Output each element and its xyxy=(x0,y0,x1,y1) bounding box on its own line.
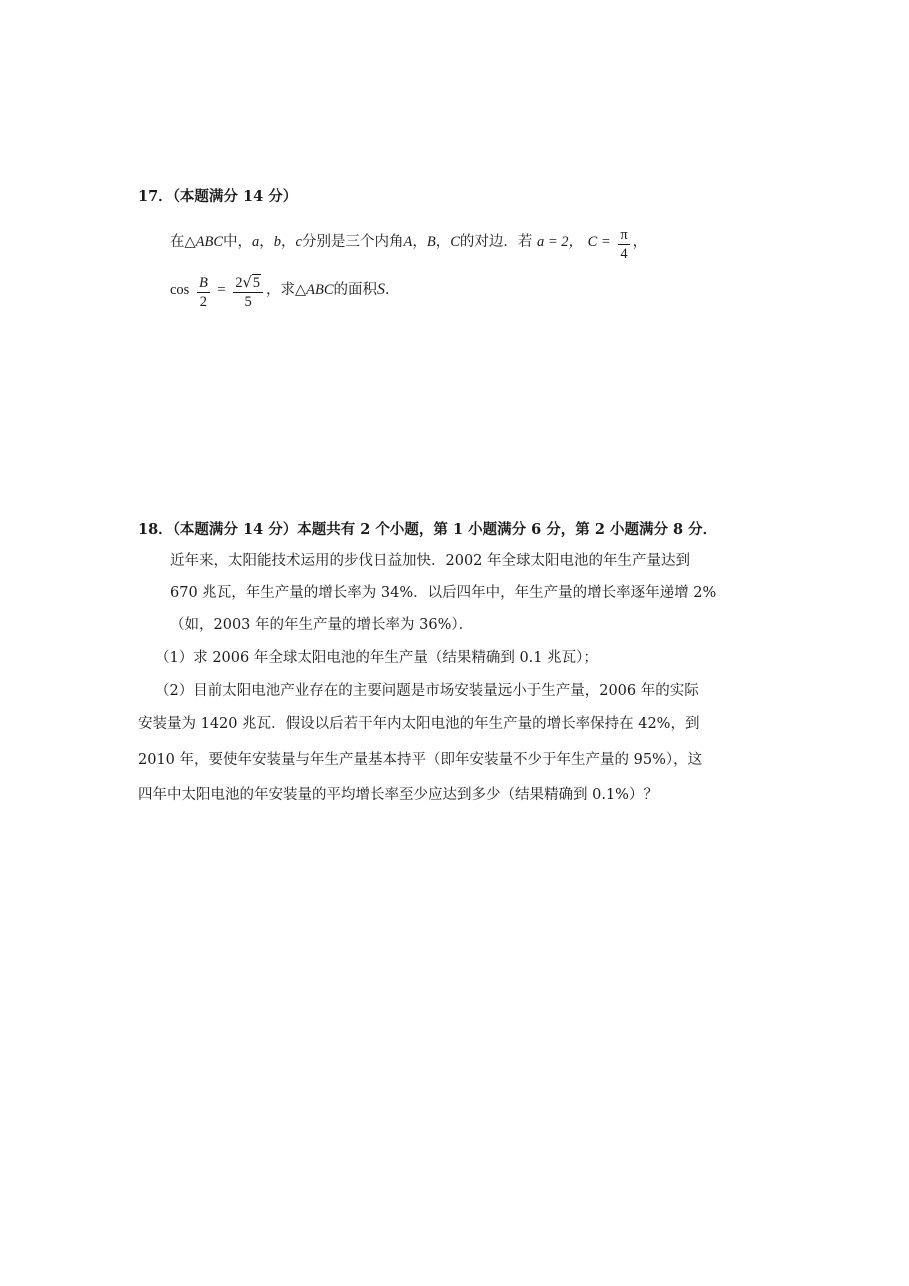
problem-17-heading xyxy=(138,187,297,207)
problem-18-line-2: 670 兆瓦，年生产量的增长率为 34%．以后四年中，年生产量的增长率逐年递增 2% xyxy=(170,585,717,601)
sqrt-symbol: √5 xyxy=(242,275,260,291)
problem-17-statement-line-2: cos $\frac{B}{2}$ = $\frac{2√5}{5}$ ，求△ABC的面积S． xyxy=(170,275,400,310)
triangle-symbol: △ xyxy=(184,234,196,250)
fraction-b-over-2: $\frac{B}{2}$ xyxy=(198,275,208,310)
problem-18-line-1: 近年来，太阳能技术运用的步伐日益加快．2002 年全球太阳电池的年生产量达到 xyxy=(170,553,691,569)
problem-18-heading xyxy=(138,520,717,540)
problem-18-part-1: （1）求 2006 年全球太阳电池的年生产量（结果精确到 0.1 兆瓦）； xyxy=(155,650,598,666)
fraction-pi-over-4: $\frac{\pi}{4}$ xyxy=(620,227,628,262)
problem-18-line-3: （如，2003 年的年生产量的增长率为 36%）． xyxy=(170,617,474,633)
problem-17-statement-line-1: 在△ABC中，a，b，c分别是三个内角A，B，C的对边．若 a = 2， C = $\frac{\pi}{4}$ ， xyxy=(170,227,648,262)
condition-a: a = 2， xyxy=(536,234,584,250)
problem-18-part-2-line-2: 安装量为 1420 兆瓦．假设以后若干年内太阳电池的年生产量的增长率保持在 42%，到 xyxy=(138,716,700,732)
problem-18-part-2-line-3: 2010 年，要使年安装量与年生产量基本持平（即年安装量不少于年生产量的 95%），这 xyxy=(138,752,703,768)
cos-function: cos xyxy=(170,282,190,298)
fraction-2-sqrt5-over-5: $\frac{2√5}{5}$ xyxy=(233,274,263,311)
condition-c: C = xyxy=(587,234,611,250)
problem-18-score: （本题满分 14 分）本题共有 2 个小题，第 1 小题满分 6 分，第 2 小题满分 8 分． xyxy=(172,521,718,538)
area-symbol: S xyxy=(377,281,386,298)
problem-18-part-2-line-4: 四年中太阳电池的年安装量的平均增长率至少应达到多少（结果精确到 0.1%）？ xyxy=(138,787,658,803)
problem-18-part-2-line-1: （2）目前太阳电池产业存在的主要问题是市场安装量远小于生产量，2006 年的实际 xyxy=(155,683,699,699)
problem-18-number: 18． xyxy=(138,521,173,538)
problem-17-number: 17． xyxy=(138,188,173,205)
problem-17-score: （本题满分 14 分） xyxy=(172,188,298,205)
